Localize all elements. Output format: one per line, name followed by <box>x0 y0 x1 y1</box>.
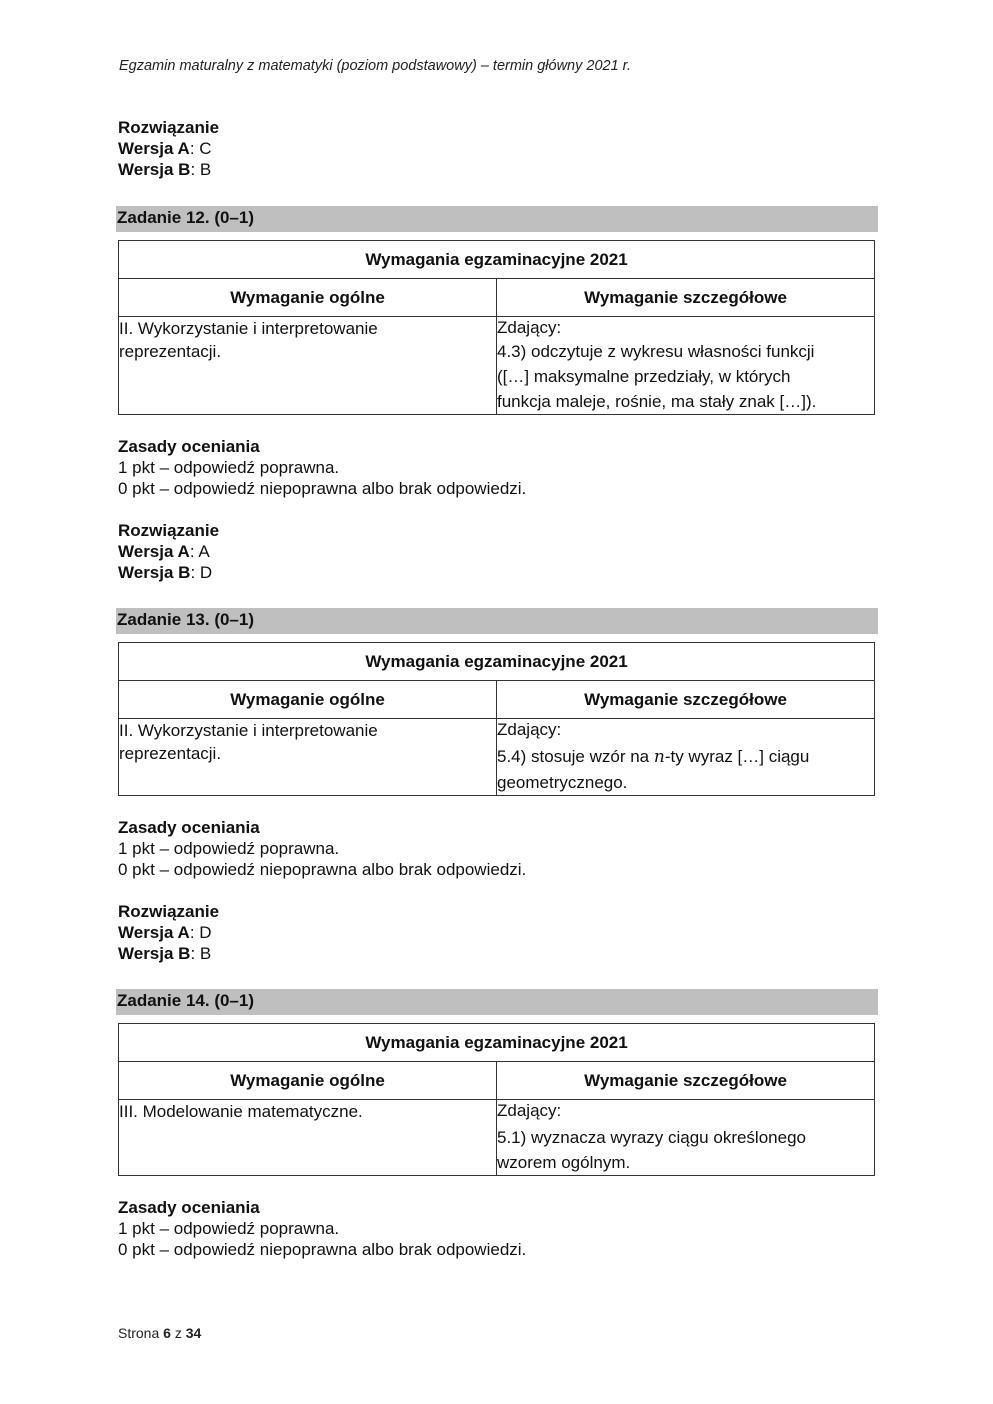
task-12-title: Zadanie 12. (0–1) <box>116 206 878 232</box>
solution-heading: Rozwiązanie <box>118 118 220 137</box>
task-13-solution: Rozwiązanie Wersja A: D Wersja B: B <box>118 901 876 964</box>
col-detailed-header: Wymaganie szczegółowe <box>497 681 875 719</box>
detailed-requirement-cell: Zdający: 4.3) odczytuje z wykresu własności funkcji ([…] maksymalne przedziały, w których funkcja maleje, rośnie, ma stały znak […]). <box>497 317 875 415</box>
task-14-title: Zadanie 14. (0–1) <box>116 989 878 1015</box>
task-13-requirements-table <box>118 642 875 796</box>
page-total: 34 <box>185 1325 202 1341</box>
version-b-line: Wersja B: D <box>118 563 213 582</box>
task-12-solution: Rozwiązanie Wersja A: A Wersja B: D <box>118 520 876 583</box>
general-requirement-cell: III. Modelowanie matematyczne. <box>119 1100 497 1176</box>
col-detailed-header: Wymaganie szczegółowe <box>497 279 875 317</box>
detailed-requirement-cell: Zdający: 5.4) stosuje wzór na n-ty wyraz […] ciągu geometrycznego. <box>497 719 875 796</box>
page-footer: Strona 6 z 34 <box>118 1325 202 1341</box>
task-13-scoring: Zasady oceniania 1 pkt – odpowiedź poprawna. 0 pkt – odpowiedź niepoprawna albo brak odpowiedzi. <box>118 818 527 879</box>
table-title: Wymagania egzaminacyjne 2021 <box>119 241 875 279</box>
col-general-header: Wymaganie ogólne <box>119 279 497 317</box>
version-a-line: Wersja A: A <box>118 542 210 561</box>
task-14-requirements-table <box>118 1023 875 1176</box>
task-13-title: Zadanie 13. (0–1) <box>116 608 878 634</box>
col-general-header: Wymaganie ogólne <box>119 681 497 719</box>
col-general-header: Wymaganie ogólne <box>119 1062 497 1100</box>
version-b-line: Wersja B: B <box>118 160 212 179</box>
page-content <box>118 117 876 1260</box>
general-requirement-cell: II. Wykorzystanie i interpretowanie reprezentacji. <box>119 719 497 796</box>
page-header: Egzamin maturalny z matematyki (poziom podstawowy) – termin główny 2021 r. <box>119 58 631 74</box>
task-14-scoring: Zasady oceniania 1 pkt – odpowiedź poprawna. 0 pkt – odpowiedź niepoprawna albo brak odpowiedzi. <box>118 1198 527 1259</box>
table-title: Wymagania egzaminacyjne 2021 <box>119 643 875 681</box>
task-12-requirements-table <box>118 240 875 415</box>
col-detailed-header: Wymaganie szczegółowe <box>497 1062 875 1100</box>
version-a-line: Wersja A: D <box>118 923 212 942</box>
math-variable-n: n <box>653 747 665 767</box>
task-12-scoring: Zasady oceniania 1 pkt – odpowiedź poprawna. 0 pkt – odpowiedź niepoprawna albo brak odpowiedzi. <box>118 437 527 498</box>
version-a-line: Wersja A: C <box>118 139 212 158</box>
page-number: 6 <box>163 1325 171 1341</box>
detailed-requirement-cell: Zdający: 5.1) wyznacza wyrazy ciągu określonego wzorem ogólnym. <box>497 1100 875 1176</box>
general-requirement-cell: II. Wykorzystanie i interpretowanie reprezentacji. <box>119 317 497 415</box>
version-b-line: Wersja B: B <box>118 944 212 963</box>
solution-top <box>118 117 876 180</box>
table-title: Wymagania egzaminacyjne 2021 <box>119 1024 875 1062</box>
